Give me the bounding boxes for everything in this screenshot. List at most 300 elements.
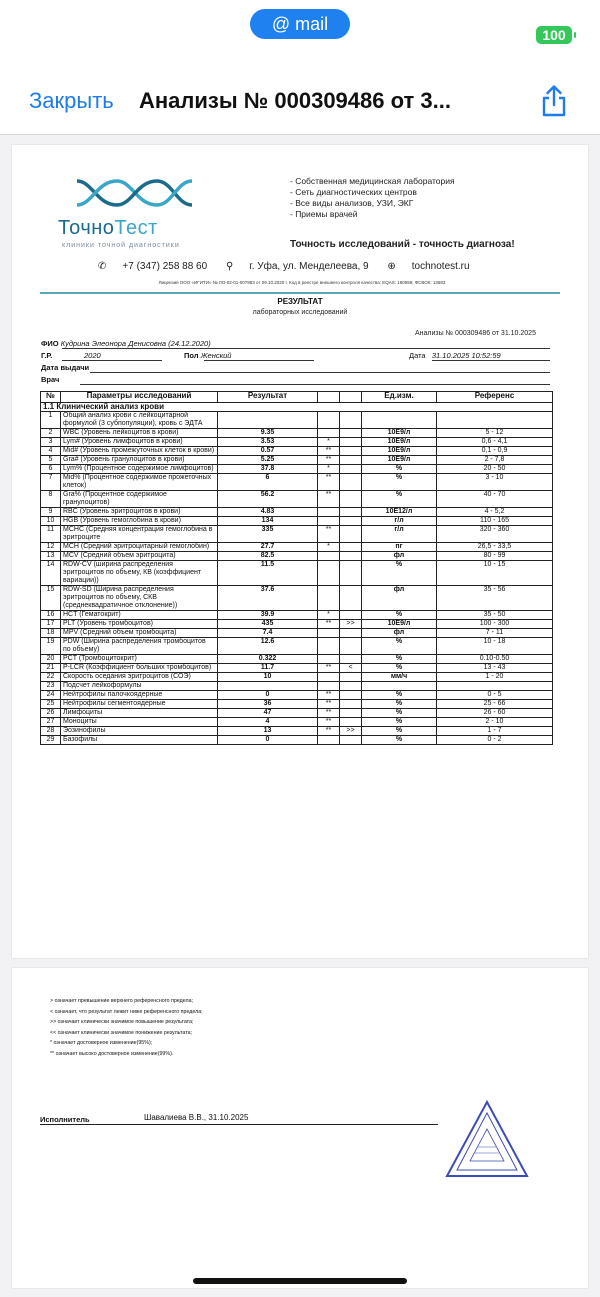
row-flag1: *	[318, 543, 340, 552]
document-page-1	[12, 145, 588, 958]
issue-underline	[90, 372, 550, 373]
legend-item: ** означает высоко достоверное изменение(99%).	[50, 1050, 174, 1057]
row-unit	[362, 682, 437, 691]
row-result: 37.6	[218, 586, 318, 611]
row-num: 7	[41, 474, 61, 491]
row-param: Mid% (Процентное содержимое прожеточных клеток)	[61, 474, 218, 491]
row-num: 14	[41, 561, 61, 586]
row-flag2: >>	[340, 620, 362, 629]
phone-icon: ✆	[98, 261, 107, 272]
row-result: 39.9	[218, 611, 318, 620]
row-param: Нейтрофилы палочкоядерные	[61, 691, 218, 700]
row-param: Mid# (Уровень промежуточных клеток в крови)	[61, 447, 218, 456]
row-ref: 0,1 - 0,9	[437, 447, 553, 456]
row-ref: 40 - 70	[437, 491, 553, 508]
table-row	[41, 709, 553, 718]
row-param: P-LCR (Коэффициент больших тромбоцитов)	[61, 664, 218, 673]
section-row	[41, 403, 553, 412]
row-flag1: **	[318, 664, 340, 673]
sex-label: Пол	[184, 351, 199, 360]
row-flag2	[340, 508, 362, 517]
date-label: Дата	[409, 351, 426, 360]
col-header-param: Параметры исследований	[61, 392, 218, 403]
row-result: 27.7	[218, 543, 318, 552]
row-unit	[362, 412, 437, 429]
row-param: MCV (Средний объем эритроцита)	[61, 552, 218, 561]
row-flag2	[340, 517, 362, 526]
patient-fio	[41, 339, 211, 348]
row-num: 6	[41, 465, 61, 474]
row-flag2: <	[340, 664, 362, 673]
row-ref: 320 - 360	[437, 526, 553, 543]
row-flag1	[318, 412, 340, 429]
row-flag2: >>	[340, 727, 362, 736]
row-flag2	[340, 586, 362, 611]
row-flag1	[318, 517, 340, 526]
row-result: 5.25	[218, 456, 318, 465]
row-param: PDW (Ширина распределения тромбоцитов по объему)	[61, 638, 218, 655]
row-flag1	[318, 429, 340, 438]
row-result: 11.5	[218, 561, 318, 586]
row-flag1	[318, 736, 340, 745]
lab-features	[290, 176, 455, 220]
legend-item: < означает, что результат лежит ниже референсного предела;	[50, 1008, 203, 1015]
row-flag1: *	[318, 465, 340, 474]
row-flag2	[340, 718, 362, 727]
col-header-ref: Референс	[437, 392, 553, 403]
location-icon: ⚲	[225, 261, 234, 272]
row-flag1: *	[318, 438, 340, 447]
row-flag2	[340, 736, 362, 745]
row-num: 22	[41, 673, 61, 682]
row-flag1	[318, 682, 340, 691]
row-unit: %	[362, 561, 437, 586]
row-param: Базофилы	[61, 736, 218, 745]
row-ref: 0,6 - 4,1	[437, 438, 553, 447]
row-ref: 10 - 18	[437, 638, 553, 655]
row-ref: 5 - 12	[437, 429, 553, 438]
row-flag1: **	[318, 718, 340, 727]
contacts	[98, 261, 486, 272]
website-link[interactable]: tochnotest.ru	[411, 261, 470, 272]
doctor	[41, 375, 59, 384]
row-flag1: **	[318, 526, 340, 543]
row-flag1	[318, 586, 340, 611]
patient-year	[41, 351, 52, 360]
row-num: 24	[41, 691, 61, 700]
table-row	[41, 673, 553, 682]
row-unit: %	[362, 611, 437, 620]
row-num: 15	[41, 586, 61, 611]
row-num: 29	[41, 736, 61, 745]
row-param: PLT (Уровень тромбоцитов)	[61, 620, 218, 629]
row-result: 0	[218, 736, 318, 745]
row-param: Lym% (Процентное содержимое лимфоцитов)	[61, 465, 218, 474]
row-flag1	[318, 673, 340, 682]
patient-sex	[184, 351, 231, 360]
legend-item: * означает достоверное изменение(95%);	[50, 1040, 153, 1047]
row-flag2	[340, 465, 362, 474]
tagline: Точность исследований - точность диагноза!	[290, 239, 515, 250]
row-num: 16	[41, 611, 61, 620]
row-result: 9.35	[218, 429, 318, 438]
row-ref: 2 - 7,8	[437, 456, 553, 465]
row-num: 17	[41, 620, 61, 629]
row-flag2	[340, 691, 362, 700]
row-flag2	[340, 552, 362, 561]
row-flag2	[340, 412, 362, 429]
row-ref: 0 - 2	[437, 736, 553, 745]
battery-indicator: 100	[536, 26, 572, 44]
row-unit: фл	[362, 586, 437, 611]
row-unit: %	[362, 718, 437, 727]
legend	[50, 996, 203, 1060]
row-num: 23	[41, 682, 61, 691]
row-flag2	[340, 438, 362, 447]
row-param: Моноциты	[61, 718, 218, 727]
phone[interactable]: +7 (347) 258 88 60	[122, 261, 208, 272]
row-num: 5	[41, 456, 61, 465]
row-flag2	[340, 526, 362, 543]
row-param: Подсчет лейкоформулы	[61, 682, 218, 691]
row-result: 335	[218, 526, 318, 543]
row-ref: 13 - 43	[437, 664, 553, 673]
table-row	[41, 517, 553, 526]
row-flag2	[340, 491, 362, 508]
report-title: РЕЗУЛЬТАТ	[277, 297, 323, 306]
row-result: 12.6	[218, 638, 318, 655]
row-flag1: **	[318, 447, 340, 456]
row-ref: 3 - 10	[437, 474, 553, 491]
sex-underline	[204, 360, 314, 361]
row-unit: 10E9/л	[362, 456, 437, 465]
row-unit: %	[362, 709, 437, 718]
row-result: 4	[218, 718, 318, 727]
row-ref	[437, 412, 553, 429]
row-unit: %	[362, 664, 437, 673]
row-unit: %	[362, 736, 437, 745]
row-num: 1	[41, 412, 61, 429]
row-param: RDW-CV (ширина распределения эритроцитов по объему, КВ (коэффициент вариации))	[61, 561, 218, 586]
row-result: 56.2	[218, 491, 318, 508]
row-flag1: **	[318, 456, 340, 465]
row-ref: 26,5 - 33,5	[437, 543, 553, 552]
row-num: 25	[41, 700, 61, 709]
issue-date	[41, 363, 89, 372]
row-ref: 0.10-0.50	[437, 655, 553, 664]
row-result: 0.57	[218, 447, 318, 456]
feature-item: - Все виды анализов, УЗИ, ЭКГ	[290, 198, 414, 208]
row-unit: г/л	[362, 517, 437, 526]
row-unit: 10E12/л	[362, 508, 437, 517]
row-ref: 100 - 300	[437, 620, 553, 629]
row-result: 4.83	[218, 508, 318, 517]
row-num: 18	[41, 629, 61, 638]
row-param: HCT (Гематокрит)	[61, 611, 218, 620]
row-num: 20	[41, 655, 61, 664]
row-num: 8	[41, 491, 61, 508]
year-value	[84, 351, 101, 360]
feature-item: - Приемы врачей	[290, 209, 358, 219]
row-flag1	[318, 561, 340, 586]
brand-subtitle: клиники точной диагностики	[62, 242, 180, 249]
fio-value: Кудрина Элеонора Денисовна (24.12.2020)	[60, 339, 211, 348]
col-header-unit: Ед.изм.	[362, 392, 437, 403]
table-row	[41, 682, 553, 691]
share-icon[interactable]	[539, 84, 569, 118]
legend-item: >> означает клинически значимое повышение результата;	[50, 1019, 194, 1026]
row-result: 11.7	[218, 664, 318, 673]
navigation-bar	[0, 60, 600, 135]
table-row	[41, 736, 553, 745]
row-flag2	[340, 673, 362, 682]
row-flag1	[318, 638, 340, 655]
row-result: 36	[218, 700, 318, 709]
row-flag1: **	[318, 727, 340, 736]
row-result: 0.322	[218, 655, 318, 664]
col-header-flag2	[340, 392, 362, 403]
row-unit: %	[362, 474, 437, 491]
row-unit: %	[362, 727, 437, 736]
mail-pill[interactable]: @ mail	[250, 9, 350, 39]
row-num: 11	[41, 526, 61, 543]
col-header-num: №	[41, 392, 61, 403]
row-param: Нейтрофилы сегментоядерные	[61, 700, 218, 709]
row-flag2	[340, 543, 362, 552]
row-num: 9	[41, 508, 61, 517]
report-subtitle: лабораторных исследований	[252, 309, 348, 316]
row-flag2	[340, 447, 362, 456]
table-row	[41, 447, 553, 456]
row-param: Gra# (Уровень гранулоцитов в крови)	[61, 456, 218, 465]
row-result	[218, 412, 318, 429]
row-flag1: **	[318, 474, 340, 491]
row-result: 0	[218, 691, 318, 700]
report-date	[409, 351, 501, 360]
row-ref: 1 - 20	[437, 673, 553, 682]
doctor-label: Врач	[41, 375, 60, 384]
table-row	[41, 412, 553, 429]
row-ref: 2 - 10	[437, 718, 553, 727]
row-num: 12	[41, 543, 61, 552]
issue-label: Дата выдачи	[41, 363, 90, 372]
row-ref: 25 - 66	[437, 700, 553, 709]
row-flag2	[340, 709, 362, 718]
home-indicator[interactable]	[193, 1278, 407, 1284]
row-flag2	[340, 629, 362, 638]
row-ref: 35 - 50	[437, 611, 553, 620]
row-unit: мм/ч	[362, 673, 437, 682]
row-num: 21	[41, 664, 61, 673]
row-unit: 10E9/л	[362, 429, 437, 438]
row-ref: 10 - 15	[437, 561, 553, 586]
analysis-number: Анализы № 000309486 от 31.10.2025	[415, 330, 536, 337]
row-ref: 1 - 7	[437, 727, 553, 736]
row-ref: 0 - 5	[437, 691, 553, 700]
row-flag1: **	[318, 700, 340, 709]
row-param: MCHC (Средняя концентрация гемоглобина в эритроците	[61, 526, 218, 543]
row-flag1	[318, 629, 340, 638]
row-result: 47	[218, 709, 318, 718]
sex-value: Женский	[200, 351, 232, 360]
row-unit: %	[362, 465, 437, 474]
table-row	[41, 727, 553, 736]
row-result: 6	[218, 474, 318, 491]
row-param: Скорость оседания эритроцитов (СОЭ)	[61, 673, 218, 682]
row-result: 435	[218, 620, 318, 629]
row-param: Лимфоциты	[61, 709, 218, 718]
row-flag2	[340, 429, 362, 438]
row-param: HGB (Уровень гемоглобина в крови)	[61, 517, 218, 526]
row-flag2	[340, 638, 362, 655]
table-row	[41, 456, 553, 465]
section-title: 1.1 Клинический анализ крови	[41, 403, 553, 412]
results-table	[40, 391, 553, 745]
row-num: 3	[41, 438, 61, 447]
row-ref: 20 - 50	[437, 465, 553, 474]
row-unit: фл	[362, 552, 437, 561]
row-ref: 110 - 165	[437, 517, 553, 526]
close-button[interactable]: Закрыть	[29, 88, 114, 113]
row-result: 134	[218, 517, 318, 526]
table-row	[41, 586, 553, 611]
globe-icon: ⊕	[387, 261, 396, 272]
row-param: PCT (Тромбоцитокрит)	[61, 655, 218, 664]
table-row	[41, 620, 553, 629]
year-label: Г.Р.	[41, 351, 53, 360]
row-unit: %	[362, 638, 437, 655]
brand-name: ТочноТест	[58, 217, 158, 239]
table-row	[41, 611, 553, 620]
feature-item: - Собственная медицинская лаборатория	[290, 176, 455, 186]
table-row	[41, 508, 553, 517]
row-flag1	[318, 508, 340, 517]
row-flag1	[318, 552, 340, 561]
row-unit: %	[362, 655, 437, 664]
legend-item: << означает клинически значимое понижение результата;	[50, 1029, 193, 1036]
address: г. Уфа, ул. Менделеева, 9	[249, 261, 369, 272]
legend-item: > означает превышение верхнего референсного предела;	[50, 998, 194, 1004]
row-flag2	[340, 655, 362, 664]
license-text: Лицензия ООО «ИГИТИ» № ЛО-02-01-007983 от 09.10.2020 г. Код в реестре внешнего контроля качества: EQAS: 180659; ФСВОК: 13683	[158, 280, 446, 285]
header-divider	[40, 292, 560, 294]
row-ref	[437, 682, 553, 691]
row-flag1: **	[318, 691, 340, 700]
row-flag2	[340, 700, 362, 709]
row-unit: 10E9/л	[362, 620, 437, 629]
row-param: Общий анализ крови с лейкоцитарной формулой (3 субпопуляции), кровь с ЭДТА	[61, 412, 218, 429]
row-num: 26	[41, 709, 61, 718]
date-underline	[432, 360, 550, 361]
table-row	[41, 655, 553, 664]
fio-underline	[62, 348, 550, 349]
table-row	[41, 664, 553, 673]
row-num: 27	[41, 718, 61, 727]
row-param: Эозинофилы	[61, 727, 218, 736]
col-header-result: Результат	[218, 392, 318, 403]
row-flag2	[340, 474, 362, 491]
row-num: 2	[41, 429, 61, 438]
row-param: Lym# (Уровень лимфоцитов в крови)	[61, 438, 218, 447]
row-flag1: *	[318, 611, 340, 620]
row-result: 37.8	[218, 465, 318, 474]
row-unit: 10E9/л	[362, 447, 437, 456]
row-flag1	[318, 655, 340, 664]
feature-item: - Сеть диагностических центров	[290, 187, 417, 197]
col-header-flag1	[318, 392, 340, 403]
row-result: 3.53	[218, 438, 318, 447]
document-page-2	[12, 968, 588, 1288]
row-ref: 4 - 5,2	[437, 508, 553, 517]
table-row	[41, 438, 553, 447]
doctor-underline	[80, 384, 550, 385]
row-unit: пг	[362, 543, 437, 552]
row-unit: %	[362, 491, 437, 508]
table-row	[41, 543, 553, 552]
row-ref: 26 - 60	[437, 709, 553, 718]
row-flag2	[340, 611, 362, 620]
row-ref: 35 - 56	[437, 586, 553, 611]
table-row	[41, 561, 553, 586]
table-row	[41, 629, 553, 638]
row-unit: фл	[362, 629, 437, 638]
row-result: 82.5	[218, 552, 318, 561]
row-num: 10	[41, 517, 61, 526]
row-flag1: **	[318, 709, 340, 718]
row-flag1: **	[318, 620, 340, 629]
date-value: 31.10.2025 10:52:59	[431, 351, 501, 360]
table-row	[41, 474, 553, 491]
row-flag2	[340, 682, 362, 691]
executor-label: Исполнитель	[40, 1115, 90, 1124]
year-value-text: 2020	[84, 351, 101, 360]
table-header-row	[41, 392, 553, 403]
row-unit: %	[362, 700, 437, 709]
row-num: 13	[41, 552, 61, 561]
table-row	[41, 552, 553, 561]
row-result	[218, 682, 318, 691]
row-param: Gra% (Процентное содержимое гранулоцитов)	[61, 491, 218, 508]
year-underline	[62, 360, 162, 361]
row-param: RBC (Уровень эритроцитов в крови)	[61, 508, 218, 517]
row-flag2	[340, 456, 362, 465]
table-row	[41, 465, 553, 474]
row-ref: 7 - 11	[437, 629, 553, 638]
row-param: WBC (Уровень лейкоцитов в крови)	[61, 429, 218, 438]
row-result: 13	[218, 727, 318, 736]
status-bar	[0, 0, 600, 60]
table-row	[41, 691, 553, 700]
row-num: 4	[41, 447, 61, 456]
table-row	[41, 638, 553, 655]
table-row	[41, 526, 553, 543]
row-result: 10	[218, 673, 318, 682]
row-flag1: **	[318, 491, 340, 508]
row-result: 7.4	[218, 629, 318, 638]
table-row	[41, 429, 553, 438]
fio-label: ФИО	[41, 339, 59, 348]
document-title: Анализы № 000309486 от 3...	[139, 88, 451, 113]
row-param: RDW-SD (Ширина распределения эритроцитов по объему, СКВ (среднеквадратичное отклонение))	[61, 586, 218, 611]
row-num: 28	[41, 727, 61, 736]
row-num: 19	[41, 638, 61, 655]
row-param: MCH (Средний эритроцитарный гемоглобин)	[61, 543, 218, 552]
row-param: MPV (Средний объем тромбоцита)	[61, 629, 218, 638]
table-row	[41, 718, 553, 727]
table-row	[41, 700, 553, 709]
row-unit: г/л	[362, 526, 437, 543]
row-unit: 10E9/л	[362, 438, 437, 447]
